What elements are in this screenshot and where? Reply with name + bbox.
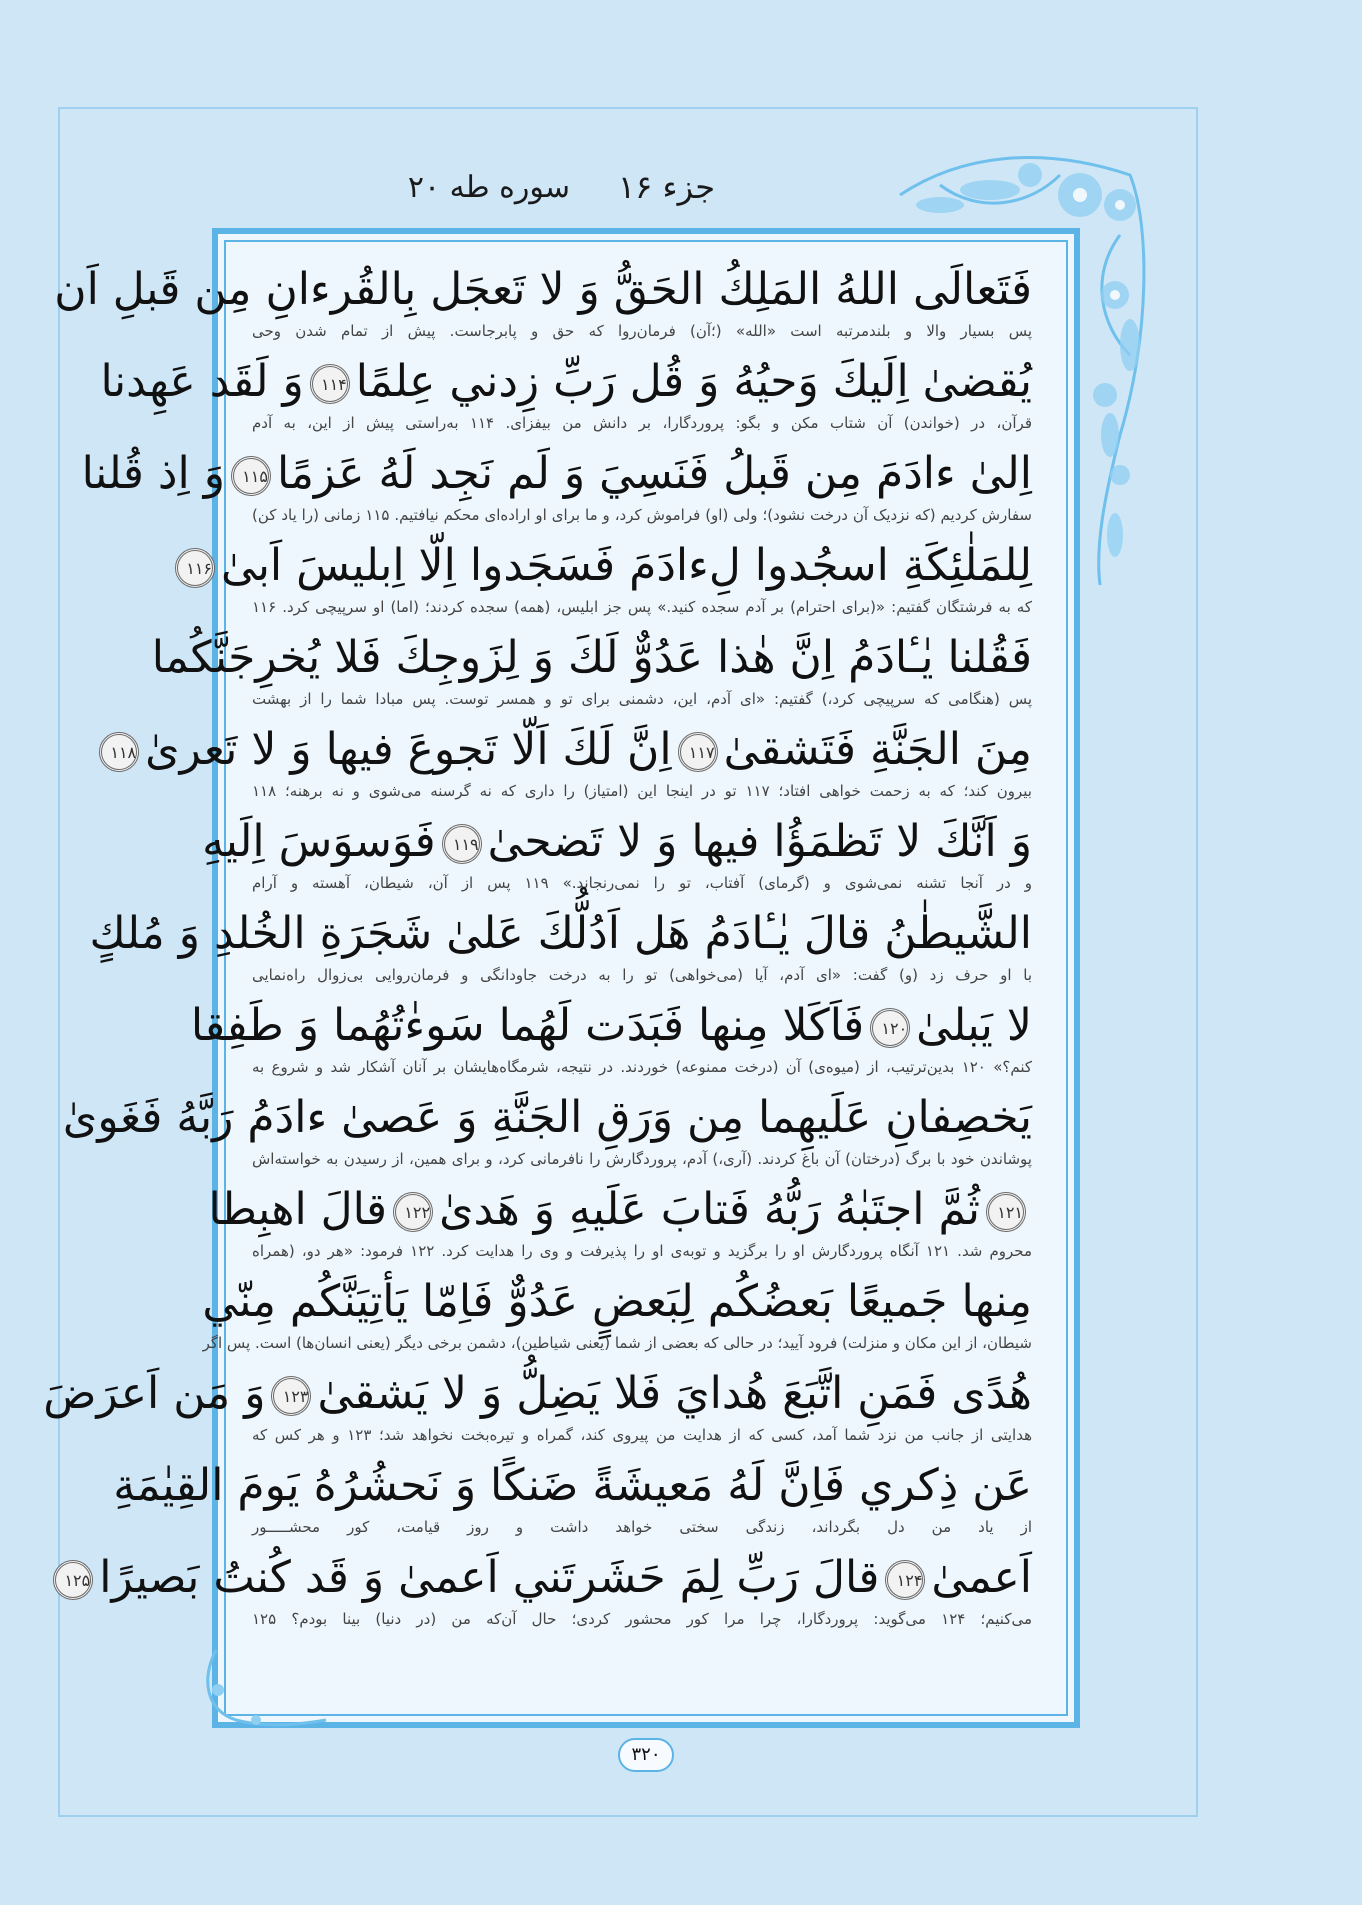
arabic-line: عَن ذِكري فَاِنَّ لَهُ مَعيشَةً ضَنكًا وَ نَحشُرُهُ يَومَ القِيٰمَةِ: [113, 1460, 1032, 1511]
ayah-number-marker: ۱۲۱: [986, 1192, 1026, 1232]
arabic-segment: وَ مَن اَعرَضَ: [43, 1368, 266, 1419]
surah-title: سوره طه ۲۰: [407, 170, 570, 205]
arabic-segment: وَ اِذ قُلنا: [81, 448, 225, 499]
persian-translation-line: از یاد من دل بگرداند، زندگی سختی خواهد داشت و روز قیامت، کور محشـــــور: [252, 1518, 1032, 1536]
arabic-line: الشَّيطٰنُ قالَ يٰـٔادَمُ هَل اَدُلُّكَ عَلىٰ شَجَرَةِ الخُلدِ وَ مُلكٍ: [89, 908, 1032, 959]
arabic-segment: لِلمَلٰئِكَةِ اسجُدوا لِءادَمَ فَسَجَدوا اِلّا اِبليسَ اَبىٰ: [221, 540, 1032, 591]
arabic-line: [100, 352, 1032, 412]
arabic-line: [81, 444, 1032, 504]
verse-line: [202, 1272, 1032, 1354]
persian-translation-line: که به فرشتگان گفتیم: «(برای احترام) بر آدم سجده کنید.» پس جز ابلیس، (همه) سجده کردند؛ (اما) او سرپیچی کرد. ۱۱۶: [252, 598, 1032, 616]
arabic-segment: لا يَبلىٰ: [916, 1000, 1032, 1051]
ayah-number-marker: ۱۱۴: [310, 364, 350, 404]
arabic-segment: قالَ اهبِطا: [208, 1184, 388, 1235]
arabic-line: [190, 996, 1032, 1056]
arabic-line: مِنها جَميعًا بَعضُكُم لِبَعضٍ عَدُوٌّ فَاِمّا يَأتِيَنَّكُم مِنّي: [202, 1276, 1032, 1327]
verse-line: [81, 444, 1032, 526]
persian-translation-line: بیرون کند؛ که به زحمت خواهی افتاد؛ ۱۱۷ تو در اینجا این (امتیاز) را داری که نه گرسنه می‌شوی و نه برهنه؛ ۱۱۸: [252, 782, 1032, 800]
persian-translation-line: با او حرف زد (و) گفت: «ای آدم، آیا (می‌خواهی) تو را به درخت جاودانگی و فرمان‌روایی بی‌زوال راه‌نمایی: [252, 966, 1032, 984]
page-header: [360, 162, 780, 212]
persian-translation-line: پس (هنگامی که سرپیچی کرد،) گفتیم: «ای آدم، این، دشمنی برای تو و همسر توست. پس مبادا شما را از بهشت: [252, 690, 1032, 708]
juz-label: جزء ۱۶: [617, 168, 715, 206]
arabic-line: [110, 720, 1032, 780]
arabic-line: [64, 1548, 1032, 1608]
verse-line: [89, 904, 1032, 986]
quran-text-block: [43, 260, 1033, 1700]
persian-translation-line: و در آنجا تشنه نمی‌شوی و (گرمای) آفتاب، تو را نمی‌رنجاند.» ۱۱۹ پس از آن، شیطان، آهسته و آرام: [252, 874, 1033, 892]
persian-translation-line: پوشاندن خود با برگ (درختان) آن باغ کردند. (آری،) آدم، پروردگارش را نافرمانی کرد، و برای همین، از رسیدن به خواسته‌اش: [252, 1150, 1032, 1168]
persian-translation-line: محروم شد. ۱۲۱ آنگاه پروردگارش او را برگزید و توبه‌ی او را پذیرفت و وی را هدایت کرد. ۱۲۲ فرمود: «هر دو، (همراه: [252, 1242, 1032, 1260]
persian-translation-line: سفارش کردیم (که نزدیک آن درخت نشود)؛ ولی (او) فراموش کرد، و ما برای او اراده‌ای محکم نیافتیم. ۱۱۵ زمانی (را یاد کن): [252, 506, 1032, 524]
persian-translation-line: پس بسیار والا و بلندمرتبه است «الله» (؛آن) فرمان‌روا که حق و پابرجاست. پیش از تمام شدن وحی: [252, 322, 1032, 340]
persian-translation-line: هدایتی از جانب من نزد شما آمد، کسی که از هدایت من پیروی کند، گمراه و تیره‌بخت نخواهد شد؛ ۱۲۳ و هر کس که: [252, 1426, 1032, 1444]
arabic-segment: ثُمَّ اجتَبٰهُ رَبُّهُ فَتابَ عَلَيهِ وَ هَدىٰ: [439, 1184, 980, 1235]
arabic-line: [43, 1364, 1032, 1424]
page-number: ۳۲۰: [618, 1738, 674, 1772]
persian-translation-line: کنم؟» ۱۲۰ بدین‌ترتیب، از (میوه‌ی) آن (درخت ممنوعه) خوردند. در نتیجه، شرمگاه‌هایشان بر آنان آشکار شد و شروع به: [252, 1058, 1032, 1076]
verse-line: [186, 536, 1032, 618]
arabic-line: يَخصِفانِ عَلَيهِما مِن وَرَقِ الجَنَّةِ وَ عَصىٰ ءادَمُ رَبَّهُ فَغَوىٰ: [62, 1092, 1032, 1143]
verse-line: [190, 996, 1032, 1078]
verse-line: [64, 1548, 1032, 1630]
arabic-segment: وَ لَقَد عَهِدنا: [100, 356, 304, 407]
arabic-line: [186, 536, 1032, 596]
arabic-segment: قالَ رَبِّ لِمَ حَشَرتَني اَعمىٰ وَ قَد كُنتُ بَصيرًا: [99, 1552, 880, 1603]
persian-translation-line: قرآن، در (خواندن) آن شتاب مکن و بگو: پروردگارا، بر دانش من بیفزای. ۱۱۴ به‌راستی پیش از این، به آدم: [252, 414, 1032, 432]
ayah-number-marker: ۱۲۴: [885, 1560, 925, 1600]
arabic-line: فَتَعالَى اللهُ المَلِكُ الحَقُّ وَ لا تَعجَل بِالقُرءانِ مِن قَبلِ اَن: [54, 264, 1032, 315]
ayah-number-marker: ۱۱۶: [175, 548, 215, 588]
arabic-segment: اِنَّ لَكَ اَلّا تَجوعَ فيها وَ لا تَعرىٰ: [145, 724, 672, 775]
arabic-segment: هُدًى فَمَنِ اتَّبَعَ هُدايَ فَلا يَضِلُّ وَ لا يَشقىٰ: [317, 1368, 1032, 1419]
arabic-segment: يُقضىٰ اِلَيكَ وَحيُهُ وَ قُل رَبِّ زِدني عِلمًا: [355, 356, 1032, 407]
arabic-line: [202, 812, 1032, 872]
verse-line: [202, 812, 1033, 894]
verse-line: [100, 352, 1032, 434]
ayah-number-marker: ۱۱۷: [678, 732, 718, 772]
verse-line: [62, 1088, 1032, 1170]
arabic-segment: مِنَ الجَنَّةِ فَتَشقىٰ: [723, 724, 1032, 775]
verse-line: [54, 260, 1032, 342]
verse-line: [151, 628, 1032, 710]
ayah-number-marker: ۱۱۸: [99, 732, 139, 772]
arabic-line: فَقُلنا يٰـٔادَمُ اِنَّ هٰذا عَدُوٌّ لَكَ وَ لِزَوجِكَ فَلا يُخرِجَنَّكُما: [151, 632, 1032, 683]
ayah-number-marker: ۱۱۹: [442, 824, 482, 864]
verse-line: [110, 720, 1032, 802]
ayah-number-marker: ۱۲۵: [53, 1560, 93, 1600]
verse-line: [43, 1364, 1032, 1446]
page-number-badge: [606, 1732, 686, 1778]
arabic-line: [208, 1180, 1032, 1240]
arabic-segment: اِلىٰ ءادَمَ مِن قَبلُ فَنَسِيَ وَ لَم نَجِد لَهُ عَزمًا: [276, 448, 1032, 499]
arabic-segment: فَوَسوَسَ اِلَيهِ: [202, 816, 436, 867]
arabic-segment: فَاَكَلا مِنها فَبَدَت لَهُما سَوءٰتُهُما وَ طَفِقا: [190, 1000, 865, 1051]
ayah-number-marker: ۱۲۳: [271, 1376, 311, 1416]
ayah-number-marker: ۱۱۵: [231, 456, 271, 496]
ayah-number-marker: ۱۲۲: [393, 1192, 433, 1232]
verse-line: [208, 1180, 1032, 1262]
persian-translation-line: شیطان، از این مکان و منزلت) فرود آیید؛ در حالی که بعضی از شما (یعنی شیاطین)، دشمن برخی دیگر (یعنی انسان‌ها) است. پس اگر: [202, 1334, 1032, 1352]
verse-line: [113, 1456, 1032, 1538]
arabic-segment: اَعمىٰ: [931, 1552, 1032, 1603]
persian-translation-line: می‌کنیم؛ ۱۲۴ می‌گوید: پروردگارا، چرا مرا کور محشور کردی؛ حال آن‌که من (در دنیا) بینا بودم؟ ۱۲۵: [252, 1610, 1032, 1628]
ayah-number-marker: ۱۲۰: [870, 1008, 910, 1048]
arabic-segment: وَ اَنَّكَ لا تَظمَؤُا فيها وَ لا تَضحىٰ: [487, 816, 1032, 867]
